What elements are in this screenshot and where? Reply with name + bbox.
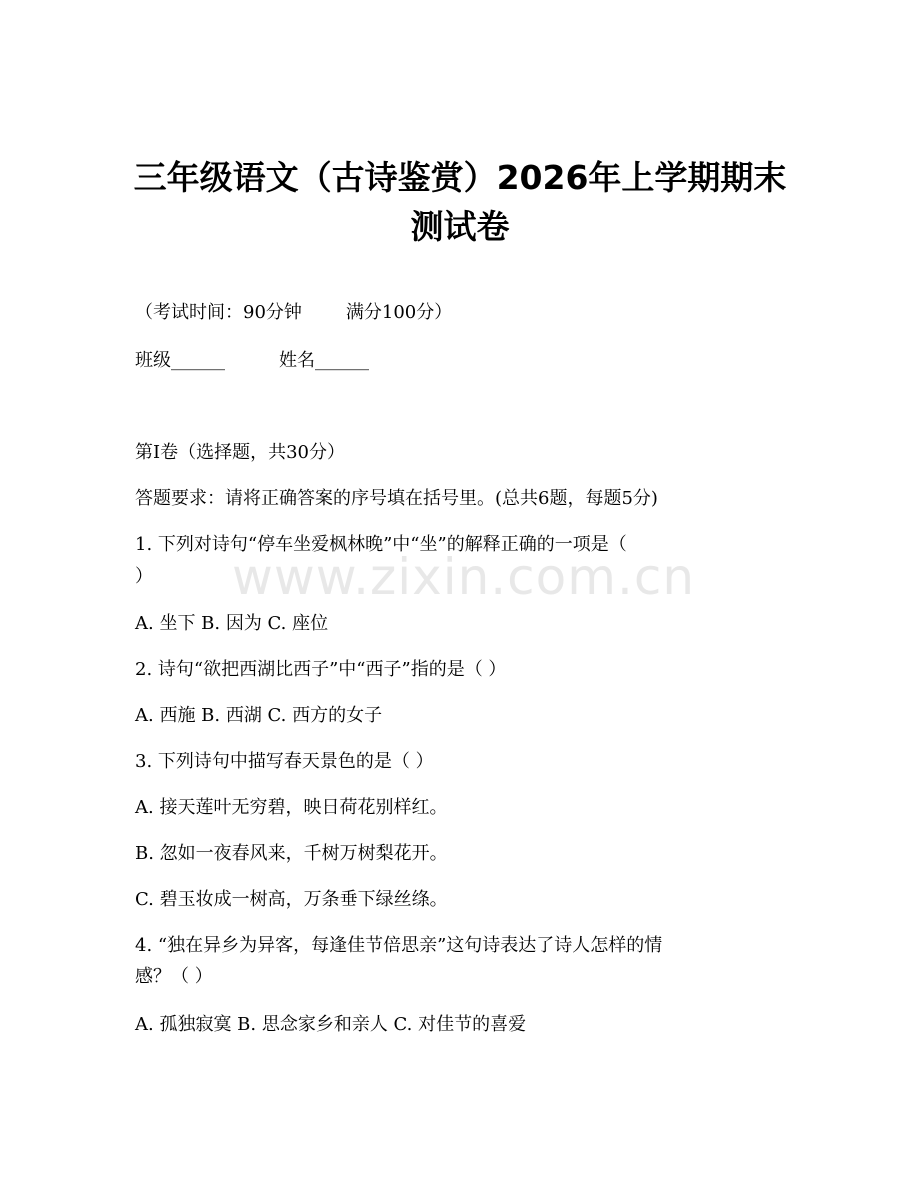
- question-2-options: A. 西施 B. 西湖 C. 西方的女子: [135, 705, 383, 726]
- question-4-stem: 4. “独在异乡为异客，每逢佳节倍思亲”这句诗表达了诗人怎样的情: [135, 935, 663, 956]
- exam-score: 满分100分）: [345, 302, 453, 323]
- section-instruction: 答题要求：请将正确答案的序号填在括号里。(总共6题，每题5分): [135, 488, 658, 509]
- question-3-option-a: A. 接天莲叶无穷碧，映日荷花别样红。: [135, 797, 448, 818]
- section-heading: 第I卷（选择题，共30分）: [135, 442, 346, 463]
- page-title-line-1: 三年级语文（古诗鉴赏）2026年上学期期末: [133, 158, 787, 197]
- class-field[interactable]: 班级______: [135, 350, 225, 371]
- student-info: [135, 348, 369, 374]
- question-1-options: A. 坐下 B. 因为 C. 座位: [135, 613, 329, 634]
- page-title-line-2: 测试卷: [410, 207, 510, 246]
- question-3-option-c: C. 碧玉妆成一树高，万条垂下绿丝绦。: [135, 889, 448, 910]
- exam-time: （考试时间：90分钟: [135, 302, 302, 323]
- question-4-stem-cont: 感？（ ）: [135, 966, 213, 987]
- question-4-options: A. 孤独寂寞 B. 思念家乡和亲人 C. 对佳节的喜爱: [135, 1014, 527, 1035]
- exam-info: [135, 300, 452, 326]
- watermark: www.zixin.com.cn: [232, 548, 696, 606]
- question-2-stem: 2. 诗句“欲把西湖比西子”中“西子”指的是（ ）: [135, 659, 507, 680]
- question-3-stem: 3. 下列诗句中描写春天景色的是（ ）: [135, 751, 434, 772]
- question-1-stem: 1. 下列对诗句“停车坐爱枫林晚”中“坐”的解释正确的一项是（: [135, 534, 627, 555]
- name-field[interactable]: 姓名______: [279, 350, 369, 371]
- question-1-stem-cont: ）: [135, 566, 153, 587]
- question-3-option-b: B. 忽如一夜春风来，千树万树梨花开。: [135, 843, 448, 864]
